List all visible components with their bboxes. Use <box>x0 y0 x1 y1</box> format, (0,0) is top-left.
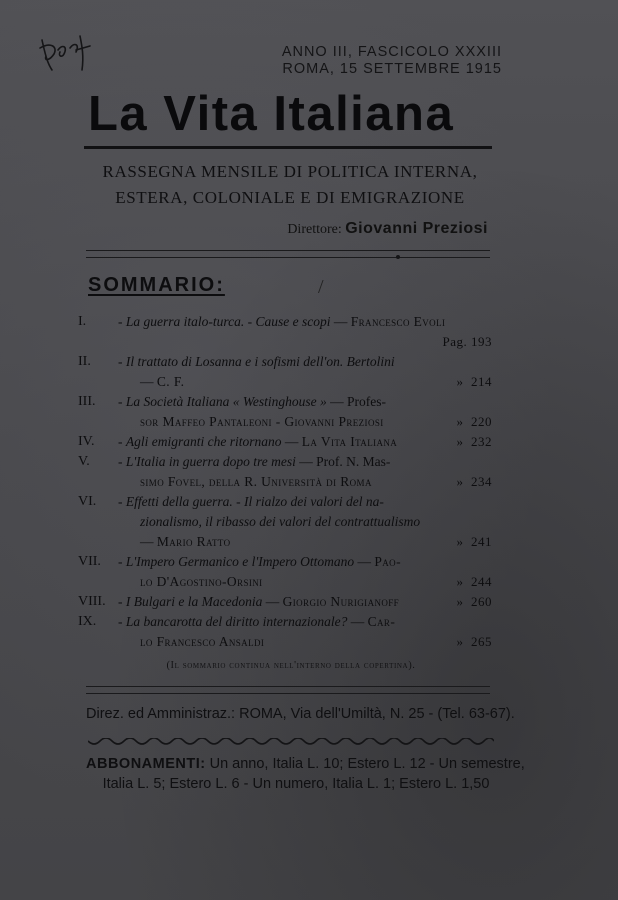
toc-page-label: » <box>456 574 464 589</box>
toc-page-number: 260 <box>471 594 492 609</box>
toc-entry-author: simo Fovel, della R. Università di Roma <box>140 474 372 489</box>
toc-page-label: » <box>456 474 464 489</box>
director-label: Direttore: <box>287 222 342 237</box>
toc-entry-title: Effetti della guerra. - Il rialzo dei valori del na- <box>125 494 384 509</box>
toc-entry-number: VI. <box>78 494 97 509</box>
toc-entry-title: zionalismo, il ribasso dei valori del contrattualismo <box>140 514 421 529</box>
toc-entry-6-line-2 <box>78 512 498 532</box>
toc-page-number: 234 <box>471 474 492 489</box>
director-name: Giovanni Preziosi <box>345 220 488 237</box>
toc-entry-number: I. <box>78 314 87 329</box>
toc-entry-number: V. <box>78 454 90 469</box>
toc-entry-author: Mario Ratto <box>156 534 231 549</box>
magazine-title: La Vita Italiana <box>88 87 455 141</box>
toc-entry-author: lo D'Agostino-Orsini <box>140 574 263 589</box>
issue-info <box>282 44 502 78</box>
toc-page-number: 214 <box>471 374 492 389</box>
toc-entry-number: II. <box>78 354 91 369</box>
subtitle-line-1: RASSEGNA MENSILE DI POLITICA INTERNA, <box>102 162 478 181</box>
pen-mark: / <box>318 276 324 298</box>
handwritten-signature <box>36 30 96 74</box>
toc-page-number: 241 <box>471 534 492 549</box>
issue-line: ANNO III, FASCICOLO XXXIII <box>281 44 502 60</box>
toc-entry-2-line-2: — C. F. » 214 <box>140 374 492 389</box>
toc-entry-title: La guerra italo-turca. - Cause e scopi <box>125 314 331 329</box>
toc-entry-6-line-1: VI. - Effetti della guerra. - Il rialzo dei valori del na- <box>78 492 498 512</box>
toc-entry-number: IV. <box>78 434 95 449</box>
toc-entry-title: Agli emigranti che ritornano <box>125 434 282 449</box>
toc-page-label: » <box>456 534 464 549</box>
toc-entry-author-part: Car- <box>367 614 396 629</box>
toc-entry-author: La Vita Italiana <box>301 434 398 449</box>
toc-entry-9-line-1: IX. - La bancarotta del diritto internazionale? — Car- <box>78 612 498 632</box>
abbonamenti-line-2 <box>86 776 506 792</box>
subtitle-line-2: ESTERA, COLONIALE E DI EMIGRAZIONE <box>115 188 465 207</box>
toc-entry-5-line-1: V. - L'Italia in guerra dopo tre mesi — Prof. N. Mas- <box>78 452 498 472</box>
toc-page-number: 220 <box>471 414 492 429</box>
wavy-ornament-rule <box>88 738 494 748</box>
footer-double-rule <box>86 686 490 694</box>
toc-entry-5-line-2 <box>78 472 498 492</box>
toc-entry-3-line-2 <box>78 412 498 432</box>
director <box>287 220 488 238</box>
toc-entry-title: La bancarotta del diritto internazionale? <box>125 614 348 629</box>
toc-entry-6-line-3: — Mario Ratto » 241 <box>140 534 492 549</box>
toc-entry-1-line-2 <box>78 332 498 352</box>
rule-ornament <box>396 255 400 259</box>
toc-entry-title: L'Italia in guerra dopo tre mesi <box>125 454 296 469</box>
abbonamenti-label: ABBONAMENTI: <box>86 756 206 772</box>
toc-page-label: » <box>456 634 464 649</box>
toc-entry-author-part: Pao- <box>374 554 401 569</box>
toc-page-label: » <box>456 594 464 609</box>
direzione-address: Direz. ed Amministraz.: ROMA, Via dell'Umiltà, N. 25 - (Tel. 63-67). <box>86 706 515 722</box>
toc-entry-8-line-1: VIII. - I Bulgari e la Macedonia — Giorgio Nurigianoff » 260 <box>78 592 498 612</box>
toc-entry-7-line-1: VII. - L'Impero Germanico e l'Impero Ottomano — Pao- <box>78 552 498 572</box>
title-rule <box>84 146 492 149</box>
toc-entry-4-line-1: IV. - Agli emigranti che ritornano — La Vita Italiana » 232 <box>78 432 498 452</box>
toc-page-label: » <box>456 414 464 429</box>
toc-page-label: » <box>456 374 464 389</box>
toc-entry-title: I Bulgari e la Macedonia <box>125 594 263 609</box>
header-double-rule <box>86 250 490 258</box>
toc-page-number: 193 <box>471 334 492 349</box>
toc-entry-title: L'Impero Germanico e l'Impero Ottomano <box>125 554 355 569</box>
toc-entry-9-line-2 <box>78 632 498 652</box>
toc-entry-3-line-1: III. - La Società Italiana « Westinghouse » — Profes- <box>78 392 498 412</box>
toc-entry-author-part: Profes- <box>347 394 386 409</box>
date-line: ROMA, 15 SETTEMBRE 1915 <box>282 61 502 77</box>
abbonamenti-line-1 <box>86 756 525 772</box>
abbonamenti-prices-2: Italia L. 5; Estero L. 6 - Un numero, Italia L. 1; Estero L. 1,50 <box>102 776 490 792</box>
toc-entry-author: lo Francesco Ansaldi <box>140 634 265 649</box>
toc-entry-author: sor Maffeo Pantaleoni - Giovanni Preziosi <box>140 414 384 429</box>
toc-entry-1-line-1: I. - La guerra italo-turca. - Cause e scopi — Francesco Evoli <box>78 312 498 332</box>
sommario-heading: SOMMARIO: <box>88 274 225 296</box>
toc-page-label: Pag. <box>442 334 468 349</box>
abbonamenti-prices-1: Un anno, Italia L. 10; Estero L. 12 - Un semestre, <box>209 756 525 772</box>
toc-entry-number: VII. <box>78 554 101 569</box>
toc-entry-author: Francesco Evoli <box>350 314 446 329</box>
sommario-continua-note: (Il sommario continua nell'interno della copertina). <box>166 660 416 671</box>
toc-entry-2-line-1: II. - Il trattato di Losanna e i sofismi dell'on. Bertolini <box>78 352 498 372</box>
toc-page-number: 232 <box>471 434 492 449</box>
toc-entry-author: C. F. <box>156 374 185 389</box>
toc-entry-number: III. <box>78 394 96 409</box>
toc-page-number: 265 <box>471 634 492 649</box>
toc-entry-title: La Società Italiana « Westinghouse » <box>125 394 327 409</box>
toc-page-number: 244 <box>471 574 492 589</box>
toc-entry-title: Il trattato di Losanna e i sofismi dell'on. Bertolini <box>125 354 395 369</box>
toc-entry-author-part: Prof. N. Mas- <box>316 454 391 469</box>
toc-entry-author: Giorgio Nurigianoff <box>282 594 400 609</box>
toc-page-label: » <box>456 434 464 449</box>
toc-entry-number: VIII. <box>78 594 106 609</box>
toc-entry-number: IX. <box>78 614 97 629</box>
toc-entry-7-line-2 <box>78 572 498 592</box>
